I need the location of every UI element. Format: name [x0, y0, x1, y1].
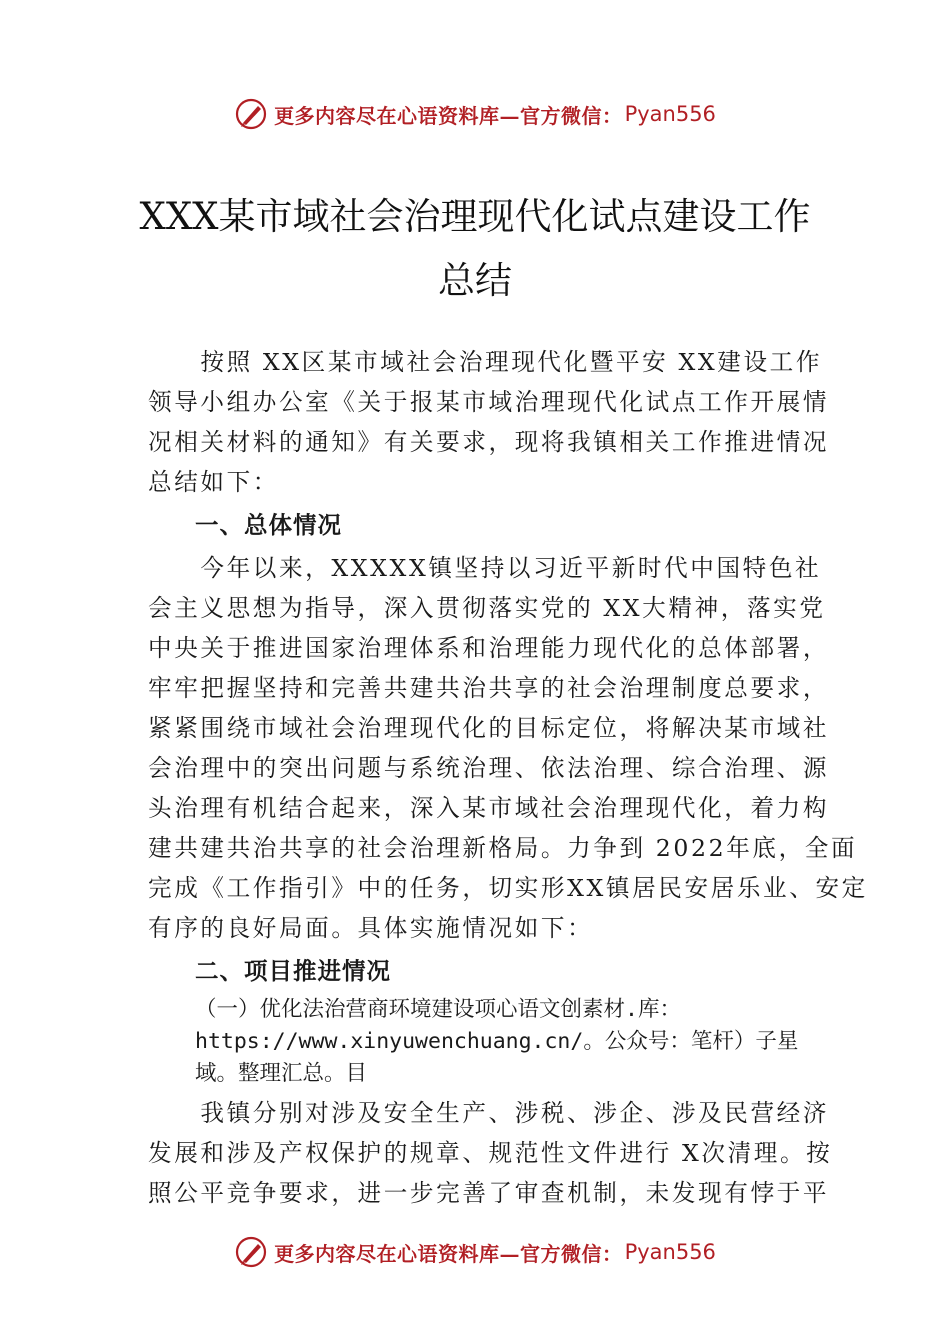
subsection-line: （一）优化法治营商环境建设项心语文创素材.库：	[195, 997, 681, 1022]
paragraph-line: 中央关于推进国家治理体系和治理能力现代化的总体部署，	[148, 634, 830, 662]
paragraph-line: 今年以来，XXXXX镇坚持以习近平新时代中国特色社	[148, 554, 822, 582]
paragraph-line: 会主义思想为指导，深入贯彻落实党的 XX大精神，落实党	[148, 594, 826, 622]
quill-pen-circle-icon	[234, 97, 268, 131]
intro-paragraph	[148, 342, 830, 502]
paragraph-line: 有序的良好局面。具体实施情况如下：	[148, 914, 594, 942]
document-title-line-1: XXX某市域社会治理现代化试点建设工作	[139, 195, 811, 238]
paragraph-line: 头治理有机结合起来，深入某市域社会治理现代化，着力构	[148, 794, 830, 822]
paragraph-line: 牢牢把握坚持和完善共建共治共享的社会治理制度总要求，	[148, 674, 830, 702]
watermark-wechat-id: Pyan556	[624, 102, 716, 126]
footer-watermark	[0, 1232, 950, 1272]
paragraph-line: 按照 XX区某市域社会治理现代化暨平安 XX建设工作	[148, 348, 823, 376]
paragraph-line: 况相关材料的通知》有关要求，现将我镇相关工作推进情况	[148, 428, 830, 456]
paragraph-line: 总结如下：	[148, 468, 279, 496]
section-heading-overall: 一、总体情况	[195, 511, 342, 539]
paragraph-line: 领导小组办公室《关于报某市域治理现代化试点工作开展情	[148, 388, 830, 416]
watermark-wechat-id: Pyan556	[624, 1240, 716, 1264]
quill-pen-circle-icon	[234, 1235, 268, 1269]
section-heading-projects: 二、项目推进情况	[195, 957, 391, 985]
subsection-line: 域。整理汇总。目	[195, 1061, 368, 1086]
overall-paragraph	[148, 548, 868, 948]
paragraph-line: 会治理中的突出问题与系统治理、依法治理、综合治理、源	[148, 754, 830, 782]
paragraph-line: 完成《工作指引》中的任务，切实形XX镇居民安居乐业、安定	[148, 874, 868, 902]
paragraph-line: 紧紧围绕市域社会治理现代化的目标定位，将解决某市域社	[148, 714, 830, 742]
paragraph-line: 照公平竞争要求，进一步完善了审查机制，未发现有悖于平	[148, 1179, 830, 1207]
watermark-text: 更多内容尽在心语资料库—官方微信：	[274, 1241, 623, 1266]
document-title-line-2: 总结	[438, 259, 512, 302]
subsection-line: https://www.xinyuwenchuang.cn/。公众号：笔杆）子星	[195, 1029, 799, 1054]
paragraph-line: 我镇分别对涉及安全生产、涉税、涉企、涉及民营经济	[148, 1099, 830, 1127]
paragraph-line: 发展和涉及产权保护的规章、规范性文件进行 X次清理。按	[148, 1139, 833, 1167]
header-watermark	[0, 94, 950, 134]
paragraph-line: 建共建共治共享的社会治理新格局。力争到 2022年底，全面	[148, 834, 858, 862]
subsection-heading-block	[195, 994, 845, 1090]
watermark-text: 更多内容尽在心语资料库—官方微信：	[274, 103, 623, 128]
projects-paragraph	[148, 1093, 833, 1213]
